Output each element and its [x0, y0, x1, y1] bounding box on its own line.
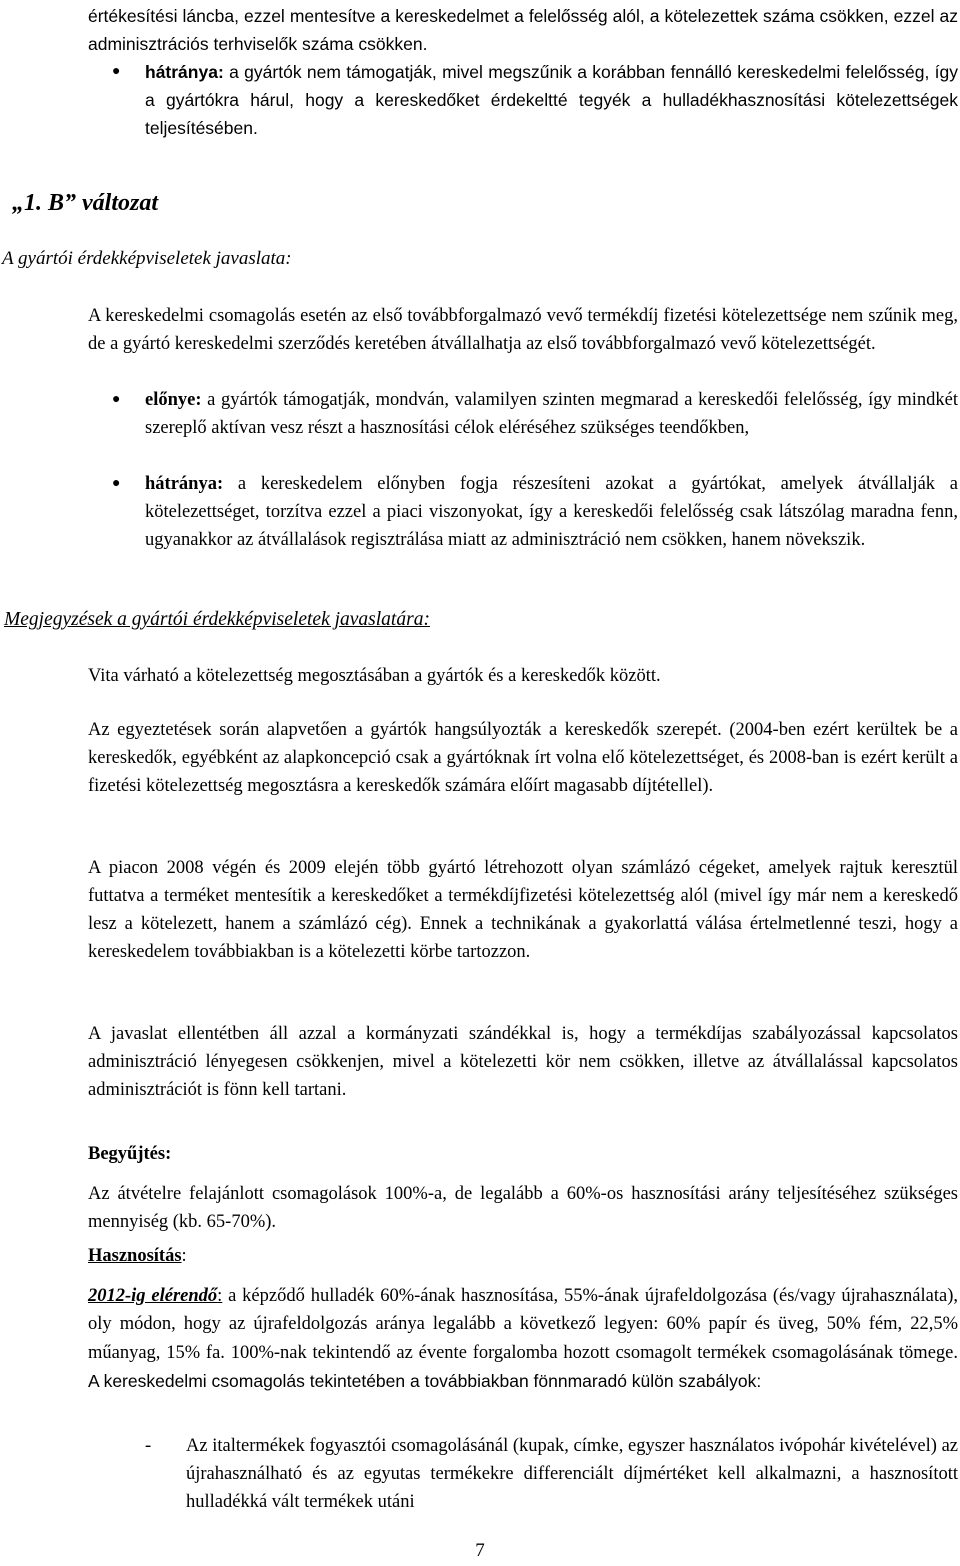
recovery-target-label: 2012-ig elérendő: [88, 1286, 218, 1306]
bullet-text: a kereskedelem előnyben fogja részesíteni azokat a gyártókat, amelyek átvállalják a kötelezettséget, torzítva ezzel a piaci viszonyokat, így a kereskedői felelősség csak látszólag maradna fenn, ugyanakkor az átvállalások regisztrálása miatt az adminisztráció nem csökken, hanem növekszik.: [145, 474, 958, 550]
bullet-icon: ●: [112, 64, 121, 79]
intro-bullet-label: hátránya:: [145, 62, 224, 82]
intro-continuation: értékesítési láncba, ezzel mentesítve a kereskedelmet a felelősség alól, a kötelezettek száma csökken, ezzel az adminisztrációs terhviselők száma csökken.: [88, 6, 958, 54]
recovery-target: [88, 1282, 958, 1396]
page-number: 7: [475, 1540, 485, 1561]
notes-paragraph: Az egyeztetések során alapvetően a gyártók hangsúlyozták a kereskedők szerepét. (2004-ben ezért kerültek be a kereskedők, egyébként az alapkoncepció csak a gyártóknak írt volna elő kötelezettséget, és 2008-ban is ezért került a fizetési kötelezettség megosztásra a kereskedők számára előírt magasabb díjtétellel).: [88, 720, 958, 796]
notes-paragraph: A javaslat ellentétben áll azzal a kormányzati szándékkal is, hogy a termékdíjas szabályozással kapcsolatos adminisztráció lényegesen csökkenjen, mivel a kötelezetti kör nem csökken, illetve az átvállalással kapcsolatos adminisztrációt is fönn kell tartani.: [88, 1024, 958, 1100]
section-bullet-advantage: [145, 386, 958, 442]
bullet-label: előnye:: [145, 390, 202, 410]
intro-bullet-text: a gyártók nem támogatják, mivel megszűnik a korábban fennálló kereskedelmi felelősség, így a gyártókra hárul, hogy a kereskedőket érdekeltté tegyék a hulladékhasznosítási kötelezettségek teljesítésében.: [145, 62, 958, 138]
collection-heading: Begyűjtés:: [88, 1144, 172, 1164]
section-paragraph: A kereskedelmi csomagolás esetén az első továbbforgalmazó vevő termékdíj fizetési kötelezettsége nem szűnik meg, de a gyártó kereskedelmi szerződés keretében átvállalhatja az első továbbforgalmazó vevő kötelezettségét.: [88, 306, 958, 354]
bullet-label: hátránya:: [145, 474, 224, 494]
notes-paragraph: Vita várható a kötelezettség megosztásában a gyártók és a kereskedők között.: [88, 666, 661, 686]
recovery-target-colon: :: [217, 1286, 223, 1306]
section-subheading: A gyártói érdekképviseletek javaslata:: [2, 248, 292, 269]
collection-text: Az átvételre felajánlott csomagolások 100%-a, de legalább a 60%-os hasznosítási arány teljesítéséhez szükséges mennyiség (kb. 65-70%).: [88, 1184, 958, 1232]
intro-bullet: [145, 58, 958, 142]
recovery-dash-item: Az italtermékek fogyasztói csomagolásánál (kupak, címke, egyszer használatos ivópohár kivételével) az újrahasználható és az egyutas termékekre differenciált díjmértéket kell alkalmazni, a hasznosított hulladékká vált termékek utáni: [186, 1436, 958, 1512]
recovery-heading-colon: :: [181, 1246, 187, 1266]
notes-paragraph: A piacon 2008 végén és 2009 elején több gyártó létrehozott olyan számlázó cégeket, amelyek rajtuk keresztül futtatva a terméket mentesítik a kereskedőket a termékdíjfizetési kötelezettség alól (mivel így már nem a kereskedő lesz a kötelezett, hanem a számlázó cég). Ennek a technikának a gyakorlattá válása értelmetlenné teszi, hogy a kereskedelem továbbiakban is a kötelezetti körbe tartozzon.: [88, 858, 958, 962]
section-bullet-disadvantage: [145, 470, 958, 554]
recovery-target-text: a képződő hulladék 60%-ának hasznosítása, 55%-ának újrafeldolgozása (és/vagy újrahasználata), oly módon, hogy az újrafeldolgozás aránya legalább a következő legyen: 60% papír és üveg, 50% fém, 22,5% műanyag, 15% fa. 100%-nak tekintendő az évente forgalomba hozott csomagolt termékek csomagolásának tömege.: [88, 1286, 958, 1363]
dash-bullet: -: [145, 1436, 152, 1456]
bullet-icon: ●: [112, 392, 121, 407]
recovery-heading: [88, 1242, 958, 1270]
bullet-icon: ●: [112, 476, 121, 491]
bullet-text: a gyártók támogatják, mondván, valamilyen szinten megmarad a kereskedői felelősség, így mindkét szereplő aktívan vesz részt a hasznosítási célok eléréséhez szükséges teendőkben,: [145, 390, 958, 438]
recovery-target-tail: A kereskedelmi csomagolás tekintetében a továbbiakban fönnmaradó külön szabályok:: [88, 1371, 762, 1391]
section-heading: „1. B” változat: [12, 190, 159, 216]
recovery-heading-label: Hasznosítás: [88, 1246, 182, 1266]
notes-heading: Megjegyzések a gyártói érdekképviseletek javaslatára:: [4, 609, 430, 630]
